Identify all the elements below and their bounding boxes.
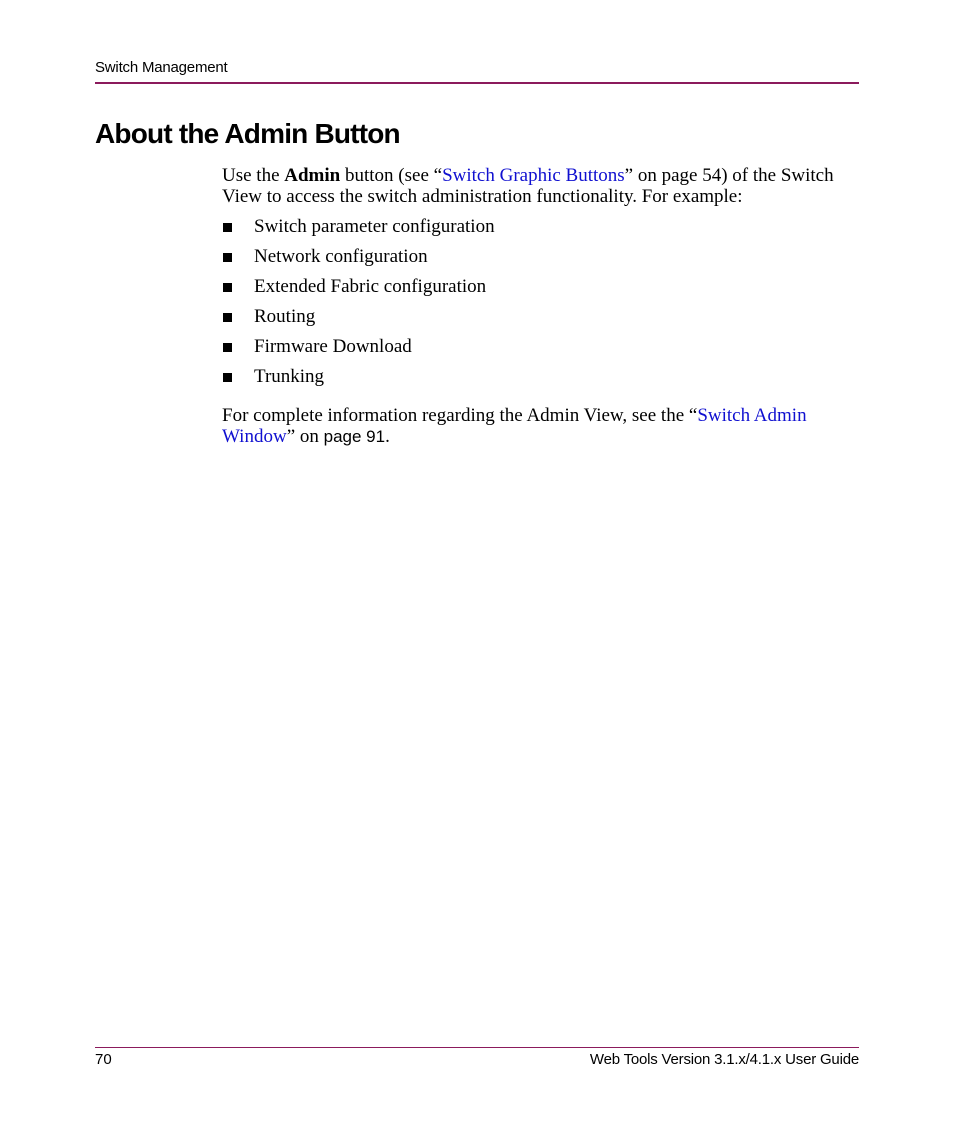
switch-graphic-buttons-link[interactable]: Switch Graphic Buttons [442,165,625,186]
list-item-label: Routing [254,306,316,327]
closing-pre: For complete information regarding the Admin View, see the “ [222,405,698,426]
list-item [222,336,862,366]
list-item-label: Switch parameter configuration [254,216,495,237]
footer-rule [95,1047,859,1048]
list-item [222,246,862,276]
list-item-label: Network configuration [254,246,428,267]
square-bullet-icon [223,253,232,262]
intro-post: ” on page 54) of the Switch View to access the switch administration functionality. For example: [222,165,834,207]
intro-mid: button (see “ [340,165,443,186]
switch-admin-window-link[interactable]: Switch Admin Window [222,405,807,447]
closing-paragraph [222,405,862,447]
list-item-label: Trunking [254,366,325,387]
square-bullet-icon [223,313,232,322]
feature-list [222,216,862,396]
closing-post: . [385,426,390,447]
list-item [222,276,862,306]
guide-title: Web Tools Version 3.1.x/4.1.x User Guide [589,1051,859,1068]
header-rule [95,82,859,84]
intro-paragraph [222,165,862,207]
list-item [222,216,862,246]
page-title: About the Admin Button [95,118,400,149]
square-bullet-icon [223,223,232,232]
closing-mid: ” on [286,426,324,447]
running-header: Switch Management [95,59,228,76]
list-item [222,306,862,336]
intro-pre: Use the [222,165,285,186]
page-reference: page 91 [323,427,386,446]
body-content [222,165,862,447]
page-number: 70 [95,1051,112,1068]
list-item [222,366,862,396]
square-bullet-icon [223,373,232,382]
square-bullet-icon [223,283,232,292]
list-item-label: Firmware Download [254,336,412,357]
square-bullet-icon [223,343,232,352]
intro-bold-admin: Admin [284,165,341,186]
list-item-label: Extended Fabric configuration [254,276,487,297]
